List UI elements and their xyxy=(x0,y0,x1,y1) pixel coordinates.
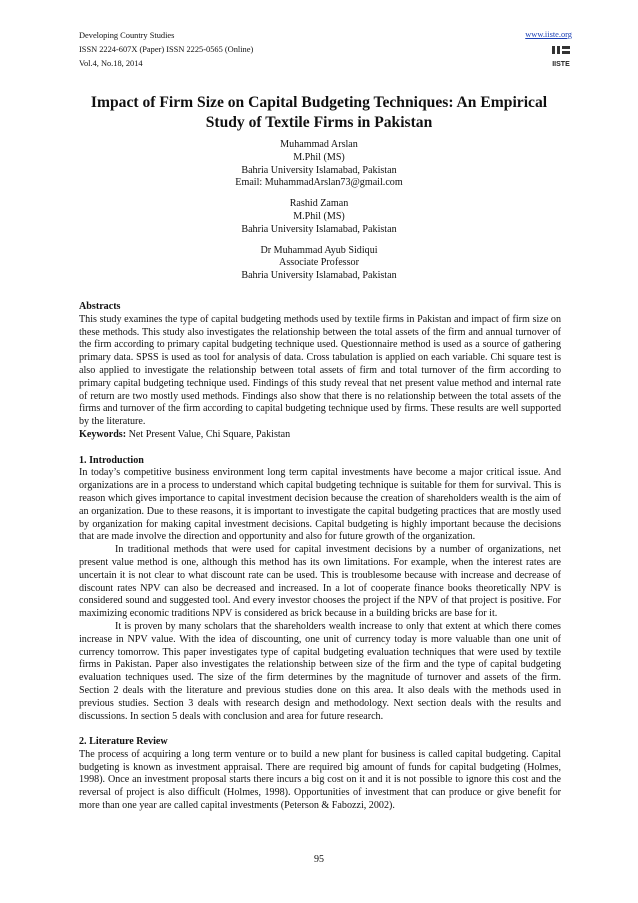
author-3-position: Associate Professor xyxy=(279,257,359,269)
section-1-paragraph: It is proven by many scholars that the shareholders wealth increase to only that extent at which there comes increase in NPV value. With the idea of discounting, one unit of currency today is more valuable than one unit of currency tomorrow. This paper investigates type of capital budgeting evaluation techniques that were used by textile firms in Pakistan. Paper also investigates the relationship between size of the firm and the type of capital budgeting evaluation techniques used. The size of the firm determines by the magnitude of turnover and assets of the firm. Section 2 deals with the literature and previous studies done on this area. It also deals with the methods used in previous studies. Section 3 deals with research design and methodology. Next section deals with the results and discussions. In section 5 deals with conclusion and area for future research. xyxy=(79,620,561,722)
keywords-line xyxy=(79,429,561,442)
issn-line: ISSN 2224-607X (Paper) ISSN 2225-0565 (Online) xyxy=(79,45,254,54)
keywords-label: Keywords: xyxy=(79,428,127,440)
volume-line: Vol.4, No.18, 2014 xyxy=(79,59,143,68)
author-3-name: Dr Muhammad Ayub Sidiqui xyxy=(260,244,378,256)
author-3-affiliation: Bahria University Islamabad, Pakistan xyxy=(241,270,397,282)
keywords-text: Net Present Value, Chi Square, Pakistan xyxy=(128,428,291,440)
author-block xyxy=(100,139,538,283)
author-1-degree: M.Phil (MS) xyxy=(293,151,345,163)
journal-name: Developing Country Studies xyxy=(79,31,175,40)
section-1-heading: 1. Introduction xyxy=(79,454,144,466)
section-2-paragraph: The process of acquiring a long term venture or to build a new plant for business is called capital budgeting. Capital budgeting is known as investment appraisal. There are required big amount of funds for capital budgeting (Holmes, 1998). Once an investment proposal starts there incurs a big cost on it and it is not possible to ignore this cost and the reversal of project is also difficult (Holmes, 1998). Opportunities of investment that can produce or give benefit for more than one year are called capital investments (Peterson & Fabozzi, 2002). xyxy=(79,748,561,812)
author-2-name: Rashid Zaman xyxy=(289,198,349,210)
abstract-text: This study examines the type of capital budgeting methods used by textile firms in Pakistan and impact of firm size on these methods. This study also investigates the relationship between the total assets of the firm and annual turnover of the firm according to primary capital budgeting technique used. Questionnaire method is used as a source of gathering primary data. SPSS is used as tool for analysis of data. Cross tabulation is applied on each variable. Chi square test is also applied to investigate the relationship between total assets of firm and total turnover of the firm according to primary capital budgeting technique used. Findings of this study reveal that net present value method and internal rate of return are two mostly used methods. Findings also show that there is no relationship between the total assets of the firms and turnover of the firm according to capital budgeting technique used by firms. These results are well supported by the literature. xyxy=(79,313,561,428)
journal-url-link[interactable]: www.iiste.org xyxy=(525,30,572,39)
section-1-paragraph: In today’s competitive business environment long term capital investments have become a major critical issue. And organizations are in a process to understand which capital budgeting technique is suitable for them for survival. This is reason which gives importance to capital investment decision because the creation of shareholders wealth is the aim of an organization. Due to these reasons, it is important to investigate the capital budgeting practices that are mostly used by organization for making capital investment decisions. Capital budgeting is highly important because the decisions that are made involve the direction and opportunity and also for future growth of the organization. xyxy=(79,467,561,543)
author-1-name: Muhammad Arslan xyxy=(280,139,358,150)
iiste-logo xyxy=(550,44,572,70)
paper-body xyxy=(79,301,561,813)
section-1-paragraph: In traditional methods that were used for capital investment decisions by a number of organizations, net present value method is one, although this method has its own limitations. For example, when the interest rates are uncertain it is not clear to what discount rate can be used. This is troublesome because with increase and decrease of discount rates NPV can also be decreased and increased. In a lot of cooperate finance books theoretically NPV is considered sound and suggested tool. And every investor chooses the project if the NPV of that project is positive. For maximizing economic traditions NPV is considered as brick because in a building bricks are base for it. xyxy=(79,544,561,620)
author-2-affiliation: Bahria University Islamabad, Pakistan xyxy=(241,223,397,235)
section-2-heading: 2. Literature Review xyxy=(79,736,168,748)
author-2-degree: M.Phil (MS) xyxy=(293,210,345,222)
abstract-heading: Abstracts xyxy=(79,301,121,312)
page-number: 95 xyxy=(314,854,324,865)
paper-title: Impact of Firm Size on Capital Budgeting Techniques: An Empirical Study of Textile Firms in Pakistan xyxy=(90,94,548,131)
author-1-email: Email: MuhammadArslan73@gmail.com xyxy=(235,177,403,189)
logo-text: IISTE xyxy=(552,61,570,68)
author-1-affiliation: Bahria University Islamabad, Pakistan xyxy=(241,164,397,176)
